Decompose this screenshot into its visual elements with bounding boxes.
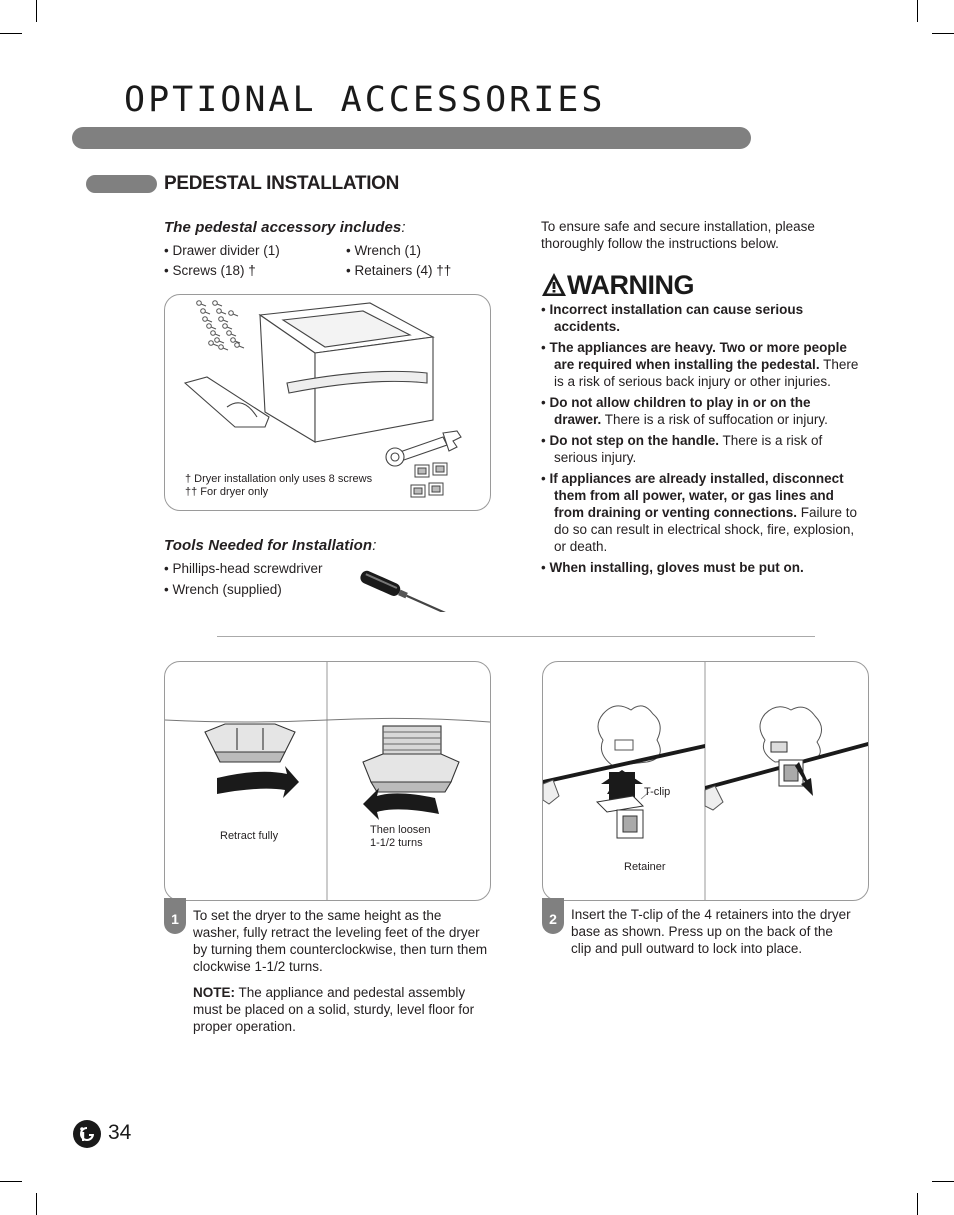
label-tclip: T-clip <box>644 786 671 798</box>
step1-note: NOTE: The appliance and pedestal assembly must be placed on a solid, sturdy, level floor for proper operation. <box>193 985 475 1034</box>
crop-mark <box>932 1181 954 1182</box>
accessories-illustration-box <box>164 294 491 511</box>
step2-instruction: Insert the T-clip of the 4 retainers into the dryer base as shown. Press up on the back of the clip and pull outward to lock into place. <box>571 907 851 956</box>
screws-icon <box>197 301 244 350</box>
screwdriver-icon <box>355 566 480 612</box>
crop-mark <box>36 0 37 22</box>
step1-illustration-box <box>164 661 491 901</box>
retainers-icon <box>411 463 447 497</box>
warning-item: • The appliances are heavy. Two or more people are required when installing the pedestal. There is a risk of serious back injury or other injuries. <box>541 340 859 389</box>
step2-illustration-box <box>542 661 869 901</box>
lg-logo-icon <box>72 1119 102 1149</box>
footnote-retainers: †† For dryer only <box>185 486 269 498</box>
include-item-wrench: • Wrench (1) <box>346 243 421 258</box>
warning-triangle-icon <box>541 272 567 298</box>
warning-item: • If appliances are already installed, disconnect them from all power, water, or gas lines and from draining or venting connections. Failure to do so can result in electrical shock, fire, explosion, or death. <box>541 471 858 554</box>
header-bar <box>72 127 751 149</box>
warning-item: • Do not step on the handle. There is a risk of serious injury. <box>541 433 823 465</box>
tclip-retainer-icon <box>597 796 643 838</box>
intro-text: To ensure safe and secure installation, please thoroughly follow the instructions below. <box>541 219 815 251</box>
step1-instruction: To set the dryer to the same height as the washer, fully retract the leveling feet of the dryer by turning them counterclockwise, then turn them clockwise 1-1/2 turns. <box>193 908 488 974</box>
page-title: OPTIONAL ACCESSORIES <box>124 80 606 120</box>
tool-item-screwdriver: • Phillips-head screwdriver <box>164 561 323 576</box>
includes-heading: The pedestal accessory includes: <box>164 219 406 236</box>
tool-item-wrench: • Wrench (supplied) <box>164 582 282 597</box>
step2-number-badge: 2 <box>542 898 564 934</box>
clockwise-arrow-icon <box>217 766 299 798</box>
warning-list <box>541 301 861 580</box>
crop-mark <box>0 33 22 34</box>
include-item-retainers: • Retainers (4) †† <box>346 263 452 278</box>
page-number: 34 <box>108 1121 132 1144</box>
retainer-illustration <box>543 662 868 900</box>
leveling-feet-illustration <box>165 662 490 900</box>
crop-mark <box>917 0 918 22</box>
drawer-divider-icon <box>185 377 269 427</box>
tools-heading: Tools Needed for Installation: <box>164 537 377 554</box>
section-title: PEDESTAL INSTALLATION <box>164 173 400 194</box>
wrench-icon <box>386 431 461 466</box>
section-divider <box>217 636 815 637</box>
section-marker <box>86 175 157 193</box>
caption-then-loosen: Then loosen <box>370 824 431 836</box>
include-item-drawer-divider: • Drawer divider (1) <box>164 243 280 258</box>
leveling-foot-extended-icon <box>363 726 459 792</box>
include-item-screws: • Screws (18) † <box>164 263 256 278</box>
label-retainer: Retainer <box>624 861 666 873</box>
warning-item: • When installing, gloves must be put on. <box>541 560 804 575</box>
step1-number-badge: 1 <box>164 898 186 934</box>
crop-mark <box>932 33 954 34</box>
leveling-foot-icon <box>205 724 295 762</box>
warning-item: • Do not allow children to play in or on the drawer. There is a risk of suffocation or injury. <box>541 395 828 427</box>
warning-item: • Incorrect installation can cause serious accidents. <box>541 302 804 334</box>
caption-turns: 1-1/2 turns <box>370 837 423 849</box>
pedestal-drawer-icon <box>260 303 433 442</box>
crop-mark <box>0 1181 22 1182</box>
crop-mark <box>36 1193 37 1215</box>
crop-mark <box>917 1193 918 1215</box>
counterclockwise-arrow-icon <box>363 788 439 820</box>
footnote-screws: † Dryer installation only uses 8 screws <box>185 473 373 485</box>
caption-retract-fully: Retract fully <box>220 830 279 842</box>
